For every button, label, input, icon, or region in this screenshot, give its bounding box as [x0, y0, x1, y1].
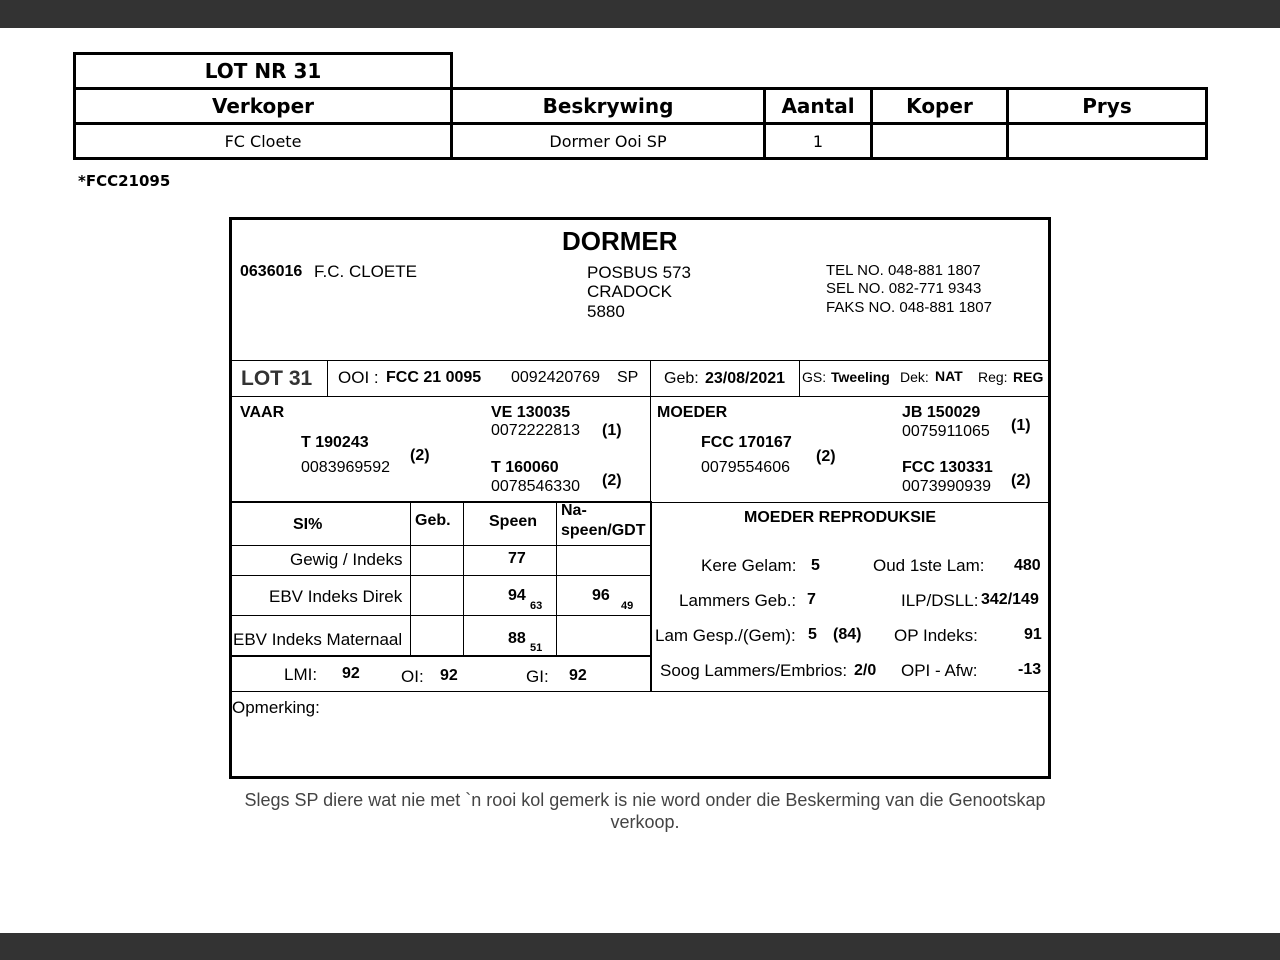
gs-label: GS:: [802, 369, 827, 385]
gs-value: Tweeling: [831, 369, 890, 385]
gi-value: 92: [569, 667, 587, 684]
divider: [650, 396, 651, 510]
sire-sire-id: VE 130035: [491, 404, 571, 421]
dam-dam-grade: (2): [1011, 472, 1031, 489]
divider: [410, 502, 411, 657]
naspeen-header-1: Na-: [561, 502, 587, 519]
moeder-label: MOEDER: [657, 404, 728, 421]
ooi-reg: 0092420769: [511, 369, 600, 386]
kere-value: 5: [811, 557, 820, 574]
si-row-speen-sub: 63: [530, 600, 543, 612]
fax-number: FAKS NO. 048-881 1807: [826, 299, 992, 316]
repro-title: MOEDER REPRODUKSIE: [744, 509, 937, 526]
gesp-label: Lam Gesp./(Gem):: [655, 626, 796, 645]
sire-id: T 190243: [301, 434, 369, 451]
address-line-1: POSBUS 573: [587, 263, 691, 282]
divider: [463, 502, 464, 657]
lmi-value: 92: [342, 665, 360, 682]
header-aantal: Aantal: [763, 87, 873, 125]
sire-grade: (2): [410, 447, 430, 464]
divider: [232, 655, 652, 657]
si-row-speen: 94: [508, 587, 526, 604]
address-line-2: CRADOCK: [587, 282, 673, 301]
vaar-label: VAAR: [240, 404, 285, 421]
ilp-value: 342/149: [981, 591, 1039, 608]
cell-verkoper: FC Cloete: [73, 122, 453, 160]
header-verkoper: Verkoper: [73, 87, 453, 125]
ooi-id: FCC 21 0095: [386, 369, 482, 386]
dam-id: FCC 170167: [701, 434, 792, 451]
divider: [650, 502, 652, 692]
geb-label: Geb:: [664, 370, 699, 387]
opi-label: OPI - Afw:: [901, 661, 978, 680]
si-row-label: Gewig / Indeks: [290, 550, 403, 569]
reg-value: REG: [1013, 369, 1044, 385]
dam-sire-grade: (1): [1011, 417, 1031, 434]
soog-label: Soog Lammers/Embrios:: [660, 661, 848, 680]
cell-koper: [870, 122, 1009, 160]
oud-label: Oud 1ste Lam:: [873, 556, 985, 575]
breed-title: DORMER: [562, 226, 678, 256]
sire-dam-reg: 0078546330: [491, 478, 580, 495]
divider: [232, 575, 652, 576]
gem-value: (84): [833, 626, 862, 643]
breeder-number: 0636016: [240, 263, 303, 280]
si-row-label: EBV Indeks Maternaal: [233, 630, 403, 649]
divider: [556, 502, 557, 657]
si-row-speen: 77: [508, 550, 526, 567]
dam-sire-id: JB 150029: [902, 404, 981, 421]
divider: [650, 502, 1048, 503]
top-bar: [0, 0, 1280, 28]
lammers-value: 7: [807, 591, 816, 608]
si-row-label: EBV Indeks Direk: [269, 587, 403, 606]
opi-value: -13: [1018, 661, 1042, 678]
ilp-label: ILP/DSLL:: [901, 591, 979, 610]
geb-date: 23/08/2021: [705, 370, 786, 387]
dek-value: NAT: [935, 368, 963, 384]
oud-value: 480: [1014, 557, 1041, 574]
address-line-3: 5880: [587, 302, 625, 321]
dam-grade: (2): [816, 448, 836, 465]
sire-dam-grade: (2): [602, 472, 622, 489]
breeder-name: F.C. CLOETE: [314, 262, 417, 281]
bottom-bar: [0, 933, 1280, 960]
divider: [232, 501, 652, 503]
si-row-speen-sub: 51: [530, 642, 543, 654]
gi-label: GI:: [526, 667, 549, 686]
divider: [232, 396, 1048, 397]
opmerking-label: Opmerking:: [232, 698, 320, 717]
lot-number: LOT NR 31: [73, 52, 453, 90]
divider: [799, 360, 800, 396]
si-row-speen: 88: [508, 630, 526, 647]
header-koper: Koper: [870, 87, 1009, 125]
cell-prys: [1006, 122, 1208, 160]
dam-sire-reg: 0075911065: [902, 423, 990, 440]
kere-label: Kere Gelam:: [701, 556, 797, 575]
speen-header: Speen: [489, 513, 538, 530]
si-row-naspeen: 96: [592, 587, 610, 604]
soog-value: 2/0: [854, 662, 877, 679]
si-row-naspeen-sub: 49: [621, 600, 634, 612]
dam-dam-id: FCC 130331: [902, 459, 993, 476]
sire-sire-reg: 0072222813: [491, 422, 580, 439]
footer-notice: Slegs SP diere wat nie met `n rooi kol gemerk is nie word onder die Beskerming van die Genootskap verkoop.: [244, 790, 1046, 832]
sire-reg: 0083969592: [301, 459, 390, 476]
header-prys: Prys: [1006, 87, 1208, 125]
card-lot: LOT 31: [241, 367, 313, 390]
header-beskrywing: Beskrywing: [450, 87, 766, 125]
oi-label: OI:: [401, 667, 424, 686]
tel-number: TEL NO. 048-881 1807: [826, 262, 981, 279]
divider: [327, 360, 328, 396]
sire-dam-id: T 160060: [491, 459, 559, 476]
geb-header: Geb.: [415, 512, 451, 529]
lmi-label: LMI:: [284, 665, 318, 684]
cell-number: SEL NO. 082-771 9343: [826, 280, 982, 297]
lammers-label: Lammers Geb.:: [679, 591, 797, 610]
dormer-card: [229, 217, 1051, 779]
ooi-sp: SP: [617, 369, 639, 386]
divider: [232, 360, 1048, 361]
dam-reg: 0079554606: [701, 459, 790, 476]
cell-aantal: 1: [763, 122, 873, 160]
animal-code: *FCC21095: [78, 172, 171, 190]
dek-label: Dek:: [900, 369, 929, 385]
divider: [650, 360, 651, 396]
si-header: SI%: [293, 516, 323, 533]
naspeen-header-2: speen/GDT: [561, 522, 646, 539]
sire-sire-grade: (1): [602, 422, 622, 439]
dam-dam-reg: 0073990939: [902, 478, 991, 495]
cell-beskrywing: Dormer Ooi SP: [450, 122, 766, 160]
op-value: 91: [1024, 626, 1042, 643]
divider: [232, 691, 1048, 692]
divider: [232, 545, 652, 546]
op-label: OP Indeks:: [894, 626, 978, 645]
gesp-value: 5: [808, 626, 817, 643]
divider: [232, 615, 652, 616]
oi-value: 92: [440, 667, 458, 684]
reg-label: Reg:: [978, 369, 1008, 385]
ooi-label: OOI :: [338, 368, 379, 387]
